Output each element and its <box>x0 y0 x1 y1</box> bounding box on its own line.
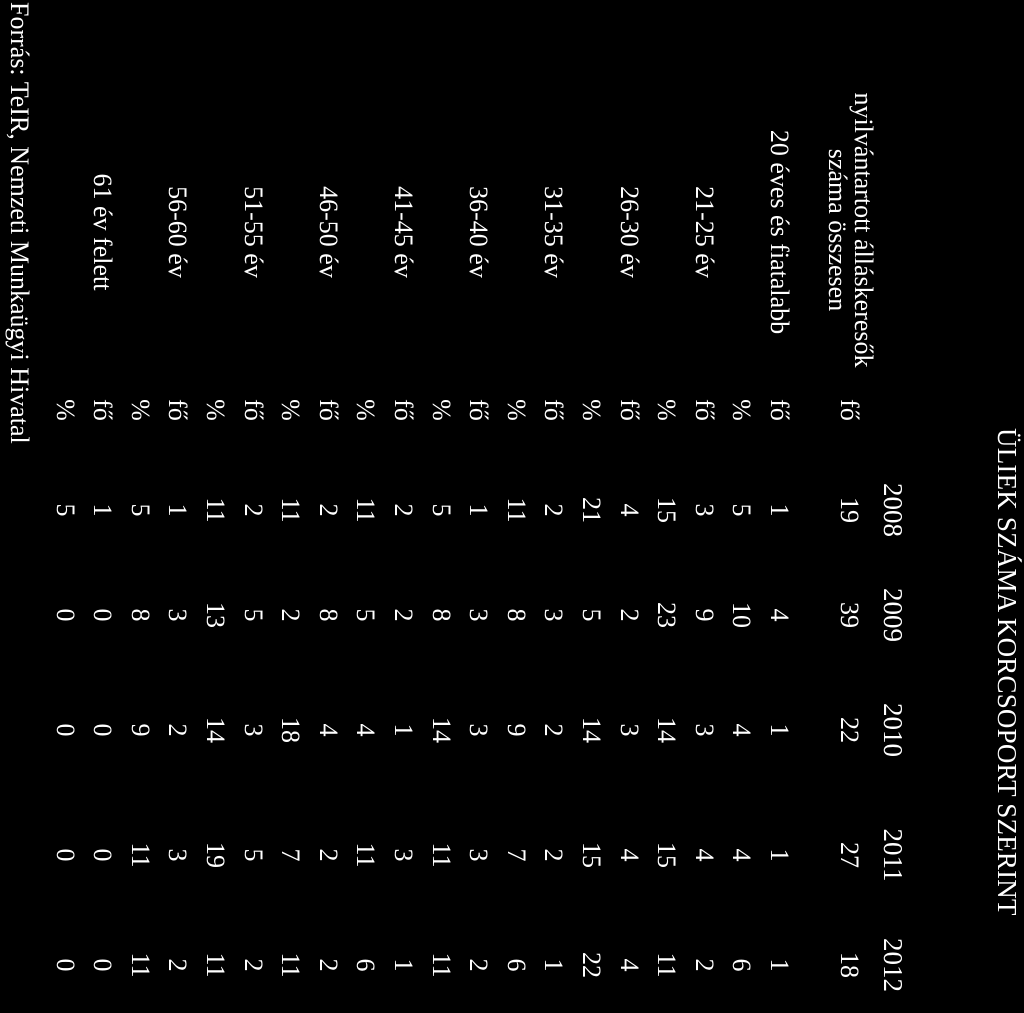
year-header: 2009 <box>878 588 908 642</box>
table-cell: 22 <box>577 952 606 978</box>
table-cell: 14 <box>201 717 230 743</box>
table-cell: 2 <box>313 503 343 517</box>
table-cell: 4 <box>614 958 644 972</box>
table-title: ÜLIEK SZÁMA KORCSOPORT SZERINT <box>992 428 1022 916</box>
row-label: 56-60 év <box>163 186 193 278</box>
row-unit: fő <box>464 399 494 421</box>
source-note: Forrás: TeIR, Nemzeti Munkaügyi Hivatal <box>5 2 34 444</box>
table-cell: 5 <box>351 608 381 622</box>
table-cell: 1 <box>88 503 118 517</box>
table-cell: 3 <box>238 723 268 737</box>
table-cell: 2 <box>539 848 569 862</box>
table-cell: 11 <box>652 952 682 978</box>
year-header: 2011 <box>878 828 908 882</box>
table-cell: 2 <box>313 958 343 972</box>
table-cell: 0 <box>88 723 118 737</box>
table-cell: 39 <box>835 602 864 628</box>
table-cell: 2 <box>238 503 268 517</box>
row-unit: fő <box>88 399 118 421</box>
table-cell: 9 <box>689 608 719 622</box>
table-cell: 3 <box>163 608 193 622</box>
table-cell: 5 <box>238 848 268 862</box>
table-cell: 14 <box>577 717 606 743</box>
table-cell: 4 <box>689 848 719 862</box>
table-cell: 11 <box>426 842 456 868</box>
table-cell: 14 <box>652 717 682 743</box>
table-cell: 2 <box>389 608 418 622</box>
row-label: nyilvántartott álláskeresők száma összesen <box>823 92 878 368</box>
row-label: 51-55 év <box>238 186 268 278</box>
row-label: 31-35 év <box>539 186 569 278</box>
table-cell: 3 <box>163 848 193 862</box>
table-cell: 3 <box>464 723 494 737</box>
table-cell: 18 <box>276 717 306 743</box>
table-cell: 5 <box>426 503 456 517</box>
table-cell: 0 <box>50 958 80 972</box>
row-unit: % <box>351 399 381 421</box>
table-cell: 19 <box>201 842 230 868</box>
table-cell: 2 <box>464 958 494 972</box>
row-unit: fő <box>614 399 644 421</box>
table-cell: 4 <box>351 723 381 737</box>
table-cell: 0 <box>50 608 80 622</box>
table-cell: 2 <box>539 723 569 737</box>
table-cell: 1 <box>765 958 794 972</box>
table-cell: 22 <box>835 717 864 743</box>
row-label: 61 év felett <box>88 173 118 291</box>
row-label: 20 éves és fiatalabb <box>765 129 794 335</box>
table-cell: 8 <box>125 608 155 622</box>
table-cell: 6 <box>351 958 381 972</box>
table-cell: 5 <box>727 503 757 517</box>
table-cell: 1 <box>389 958 418 972</box>
year-header: 2012 <box>878 938 908 992</box>
table-cell: 1 <box>163 503 193 517</box>
table-cell: 4 <box>765 608 794 622</box>
table-cell: 2 <box>539 503 569 517</box>
table-cell: 2 <box>313 848 343 862</box>
table-cell: 4 <box>614 503 644 517</box>
table-cell: 0 <box>50 848 80 862</box>
table-cell: 2 <box>614 608 644 622</box>
row-unit: fő <box>835 399 864 421</box>
table-cell: 0 <box>88 608 118 622</box>
table-cell: 3 <box>389 848 418 862</box>
table-cell: 2 <box>689 958 719 972</box>
row-unit: fő <box>765 399 794 421</box>
table-cell: 7 <box>501 848 531 862</box>
row-unit: fő <box>313 399 343 421</box>
table-cell: 11 <box>276 497 306 523</box>
table-cell: 27 <box>835 842 864 868</box>
table-cell: 3 <box>539 608 569 622</box>
table-cell: 11 <box>351 842 381 868</box>
table-cell: 15 <box>652 842 682 868</box>
table-cell: 8 <box>501 608 531 622</box>
table-cell: 11 <box>426 952 456 978</box>
table-cell: 19 <box>835 497 864 523</box>
table-cell: 0 <box>50 723 80 737</box>
row-unit: % <box>426 399 456 421</box>
table-cell: 11 <box>276 952 306 978</box>
table-cell: 7 <box>276 848 306 862</box>
row-unit: fő <box>689 399 719 421</box>
row-label: 26-30 év <box>614 186 644 278</box>
table-cell: 4 <box>727 848 757 862</box>
table-cell: 1 <box>389 723 418 737</box>
row-label: 41-45 év <box>389 186 418 278</box>
table-cell: 5 <box>238 608 268 622</box>
table-cell: 5 <box>50 503 80 517</box>
table-cell: 3 <box>464 608 494 622</box>
row-unit: fő <box>389 399 418 421</box>
table-cell: 4 <box>614 848 644 862</box>
table-cell: 11 <box>201 952 230 978</box>
year-header: 2008 <box>878 483 908 537</box>
table-cell: 2 <box>163 723 193 737</box>
table-cell: 10 <box>727 602 757 628</box>
table-cell: 3 <box>689 503 719 517</box>
row-unit: % <box>125 399 155 421</box>
row-label: 46-50 év <box>313 186 343 278</box>
row-unit: % <box>501 399 531 421</box>
table-cell: 1 <box>765 723 794 737</box>
table-cell: 5 <box>577 608 606 622</box>
table-cell: 5 <box>125 503 155 517</box>
row-unit: % <box>276 399 306 421</box>
table-cell: 1 <box>464 503 494 517</box>
table-cell: 4 <box>313 723 343 737</box>
row-unit: % <box>50 399 80 421</box>
table-cell: 3 <box>614 723 644 737</box>
table-cell: 1 <box>765 848 794 862</box>
row-unit: fő <box>539 399 569 421</box>
row-unit: fő <box>238 399 268 421</box>
table-cell: 11 <box>201 497 230 523</box>
row-unit: % <box>727 399 757 421</box>
table-cell: 13 <box>201 602 230 628</box>
table-cell: 15 <box>652 497 682 523</box>
table-cell: 2 <box>276 608 306 622</box>
row-unit: % <box>652 399 682 421</box>
table-cell: 14 <box>426 717 456 743</box>
table-cell: 6 <box>727 958 757 972</box>
row-label: 21-25 év <box>689 186 719 278</box>
table-cell: 3 <box>464 848 494 862</box>
table-cell: 9 <box>125 723 155 737</box>
row-label: 36-40 év <box>464 186 494 278</box>
row-unit: fő <box>163 399 193 421</box>
table-cell: 21 <box>577 497 606 523</box>
table-cell: 23 <box>652 602 682 628</box>
table-cell: 11 <box>125 952 155 978</box>
table-cell: 1 <box>539 958 569 972</box>
table-cell: 15 <box>577 842 606 868</box>
table-cell: 11 <box>501 497 531 523</box>
table-cell: 0 <box>88 848 118 862</box>
table-cell: 11 <box>351 497 381 523</box>
table-cell: 4 <box>727 723 757 737</box>
table-cell: 8 <box>313 608 343 622</box>
row-unit: % <box>201 399 230 421</box>
table-cell: 2 <box>389 503 418 517</box>
table-cell: 1 <box>765 503 794 517</box>
table-cell: 8 <box>426 608 456 622</box>
table-cell: 11 <box>125 842 155 868</box>
table-cell: 3 <box>689 723 719 737</box>
row-unit: % <box>577 399 606 421</box>
table-cell: 2 <box>238 958 268 972</box>
table-cell: 6 <box>501 958 531 972</box>
table-cell: 0 <box>88 958 118 972</box>
year-header: 2010 <box>878 703 908 757</box>
table-cell: 9 <box>501 723 531 737</box>
table-cell: 18 <box>835 952 864 978</box>
table-cell: 2 <box>163 958 193 972</box>
